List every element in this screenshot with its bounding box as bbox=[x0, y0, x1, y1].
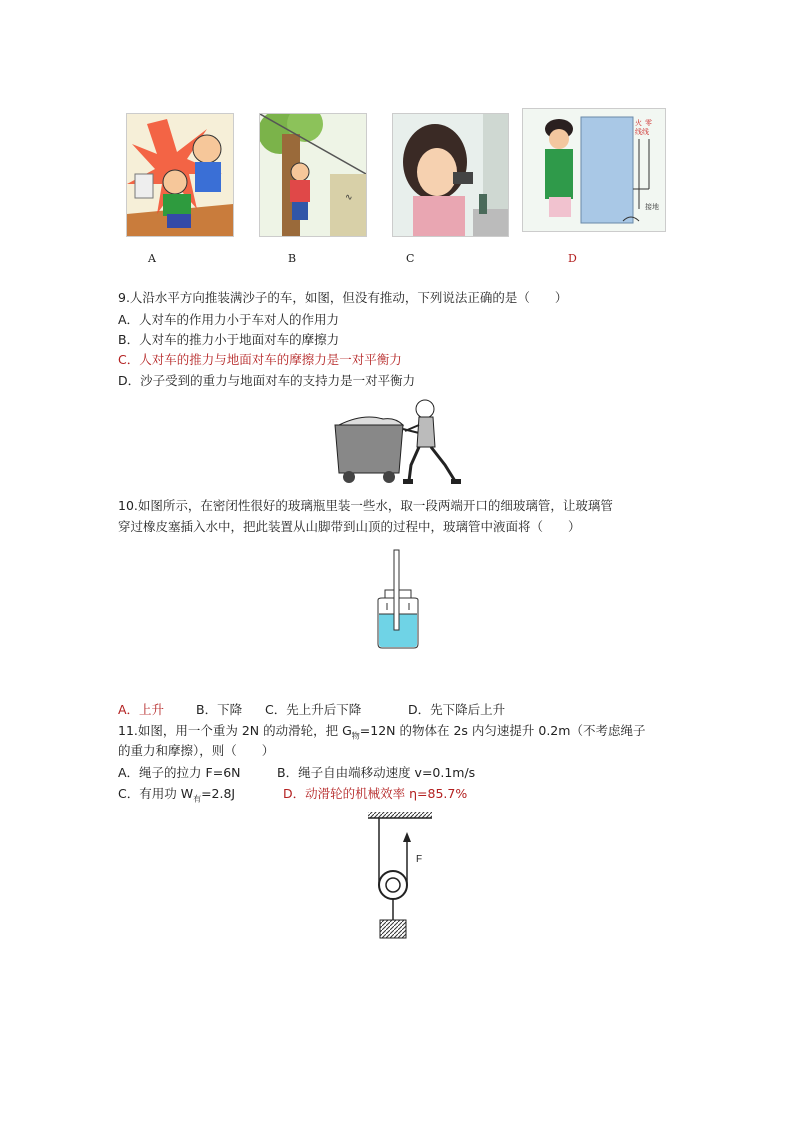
option-b-image bbox=[259, 113, 367, 237]
q11-option-b: B．绳子自由端移动速度 v=0.1m/s bbox=[277, 765, 476, 780]
q11-option-c bbox=[118, 786, 235, 808]
q11-stem-line1 bbox=[118, 723, 645, 745]
neutral-wire-label: 零 bbox=[645, 120, 652, 127]
q11-option-d: D．动滑轮的机械效率 η=85.7% bbox=[283, 786, 468, 801]
q10-option-a: A．上升 bbox=[118, 702, 165, 717]
option-a-label: A bbox=[148, 252, 156, 265]
q9-option-a: A．人对车的作用力小于车对人的作用力 bbox=[118, 312, 340, 327]
q9-option-b: B．人对车的推力小于地面对车的摩擦力 bbox=[118, 332, 340, 347]
q9-option-d: D．沙子受到的重力与地面对车的支持力是一对平衡力 bbox=[118, 373, 416, 388]
option-d-label: D bbox=[568, 252, 577, 265]
ground-label: 接地 bbox=[645, 204, 659, 211]
q11-option-a: A．绳子的拉力 F=6N bbox=[118, 765, 241, 780]
svg-text:∿: ∿ bbox=[345, 192, 353, 202]
wire-label: 线线 bbox=[635, 129, 649, 136]
q9-cart-figure bbox=[333, 395, 463, 487]
q10-option-b: B．下降 bbox=[196, 702, 243, 717]
q10-option-c: C．先上升后下降 bbox=[265, 702, 362, 717]
q11-pulley-figure bbox=[362, 810, 434, 944]
q11-stem-line2: 的重力和摩擦），则（ ） bbox=[118, 743, 275, 758]
q11-option-c-part1: C．有用功 W bbox=[118, 786, 194, 801]
q10-bottle-figure bbox=[372, 548, 424, 650]
q11-stem-part1: 11.如图，用一个重为 2N 的动滑轮，把 G bbox=[118, 723, 352, 738]
q11-stem-part2: =12N 的物体在 2s 内匀速提升 0.2m（不考虑绳子 bbox=[359, 723, 646, 738]
q9-option-c: C．人对车的推力与地面对车的摩擦力是一对平衡力 bbox=[118, 352, 402, 367]
q9-stem: 9.人沿水平方向推装满沙子的车，如图，但没有推动，下列说法正确的是（ ） bbox=[118, 290, 568, 305]
q11-option-c-subscript: 有 bbox=[193, 794, 202, 804]
option-b-label: B bbox=[288, 252, 297, 265]
q11-option-c-part2: =2.8J bbox=[201, 786, 236, 801]
force-label: F bbox=[416, 854, 423, 865]
option-c-image bbox=[392, 113, 509, 237]
q10-option-d: D．先下降后上升 bbox=[408, 702, 506, 717]
q10-stem-line2: 穿过橡皮塞插入水中，把此装置从山脚带到山顶的过程中，玻璃管中液面将（ ） bbox=[118, 519, 581, 534]
option-a-image bbox=[126, 113, 234, 237]
live-wire-label: 火 bbox=[635, 120, 642, 127]
q11-stem-subscript: 物 bbox=[351, 731, 360, 741]
option-d-image bbox=[522, 108, 666, 232]
q10-stem-line1: 10.如图所示，在密闭性很好的玻璃瓶里装一些水，取一段两端开口的细玻璃管，让玻璃管 bbox=[118, 498, 613, 513]
option-c-label: C bbox=[406, 252, 415, 265]
